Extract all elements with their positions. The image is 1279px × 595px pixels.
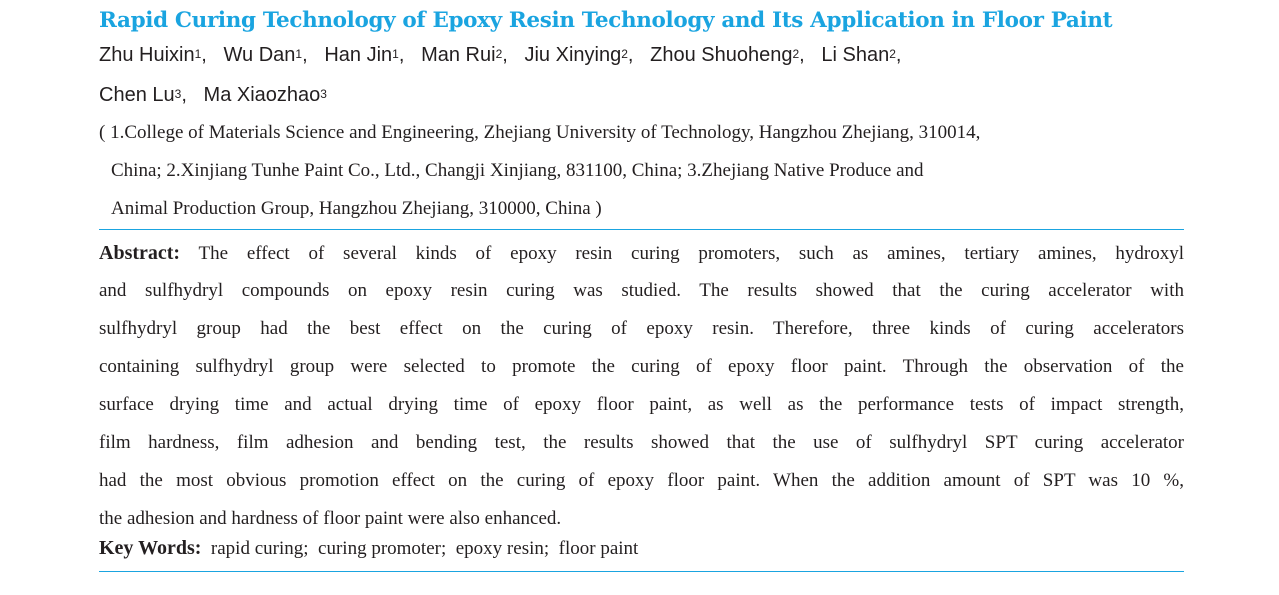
author-list-line-2: Chen Lu$^3$, Ma Xiaozhao$^3$ [99, 84, 327, 106]
affiliation-marker: 3 [320, 87, 327, 101]
author: Zhu Huixin$^1$ [99, 44, 202, 66]
abstract-line: Abstract: The effect of several kinds of epoxy resin curing promoters, such as amines, tertiary amines, hydroxyl [99, 242, 1184, 264]
keyword: epoxy resin [455, 538, 544, 559]
author-list-line-1: Zhu Huixin$^1$, Wu Dan$^1$, Han Jin$^1$, Man Rui$^2$, Jiu Xinying$^2$, Zhou Shuoheng$^2$, Li Shan$^2$, [99, 44, 902, 66]
keyword: floor paint [558, 538, 639, 559]
affiliation-marker: 3 [174, 87, 182, 101]
author: Zhou Shuoheng$^2$ [650, 44, 800, 66]
affiliation-line: China; 2.Xinjiang Tunhe Paint Co., Ltd., Changji Xinjiang, 831100, China; 3.Zhejiang Native Produce and [111, 160, 924, 181]
abstract-label: Abstract: [99, 242, 181, 264]
affiliation-marker: 1 [392, 47, 399, 61]
affiliation-line: Animal Production Group, Hangzhou Zhejiang, 310000, China ) [111, 198, 602, 219]
affiliation-marker: 1 [295, 47, 303, 61]
keyword: rapid curing [210, 538, 304, 559]
affiliation-line: ( 1.College of Materials Science and Engineering, Zhejiang University of Technology, Hangzhou Zhejiang, 310014, [99, 122, 981, 143]
abstract-line: containing sulfhydryl group were selected to promote the curing of epoxy floor paint. Through the observation of the [99, 356, 1184, 377]
keyword: curing promoter [318, 538, 441, 559]
abstract-line: sulfhydryl group had the best effect on the curing of epoxy resin. Therefore, three kinds of curing accelerators [99, 318, 1184, 339]
affiliation-marker: 2 [495, 47, 503, 61]
affiliation-marker: 2 [792, 47, 800, 61]
affiliation-marker: 2 [889, 47, 896, 61]
section-divider [99, 229, 1184, 230]
keywords: Key Words: rapid curing; curing promoter; epoxy resin; floor paint [99, 537, 639, 559]
abstract-line: the adhesion and hardness of floor paint were also enhanced. [99, 508, 562, 529]
abstract-line: film hardness, film adhesion and bending test, the results showed that the use of sulfhydryl SPT curing accelerator [99, 432, 1184, 453]
affiliation-marker: 1 [194, 47, 202, 61]
abstract-line: and sulfhydryl compounds on epoxy resin curing was studied. The results showed that the curing accelerator with [99, 280, 1184, 301]
author: Man Rui$^2$ [421, 44, 503, 66]
author: Han Jin$^1$ [324, 44, 399, 66]
abstract-line: surface drying time and actual drying time of epoxy floor paint, as well as the performance tests of impact strength, [99, 394, 1184, 415]
abstract-line: had the most obvious promotion effect on the curing of epoxy floor paint. When the addition amount of SPT was 10 %, [99, 470, 1184, 491]
keywords-label: Key Words: [99, 537, 202, 559]
author: Li Shan$^2$ [821, 44, 896, 66]
section-divider [99, 571, 1184, 572]
affiliation-marker: 2 [621, 47, 628, 61]
abstract [99, 234, 1184, 538]
author: Ma Xiaozhao$^3$ [203, 84, 327, 106]
author: Chen Lu$^3$ [99, 84, 182, 106]
author: Jiu Xinying$^2$ [524, 44, 628, 66]
author: Wu Dan$^1$ [223, 44, 303, 66]
paper-title: Rapid Curing Technology of Epoxy Resin Technology and Its Application in Floor Paint [99, 8, 1113, 33]
